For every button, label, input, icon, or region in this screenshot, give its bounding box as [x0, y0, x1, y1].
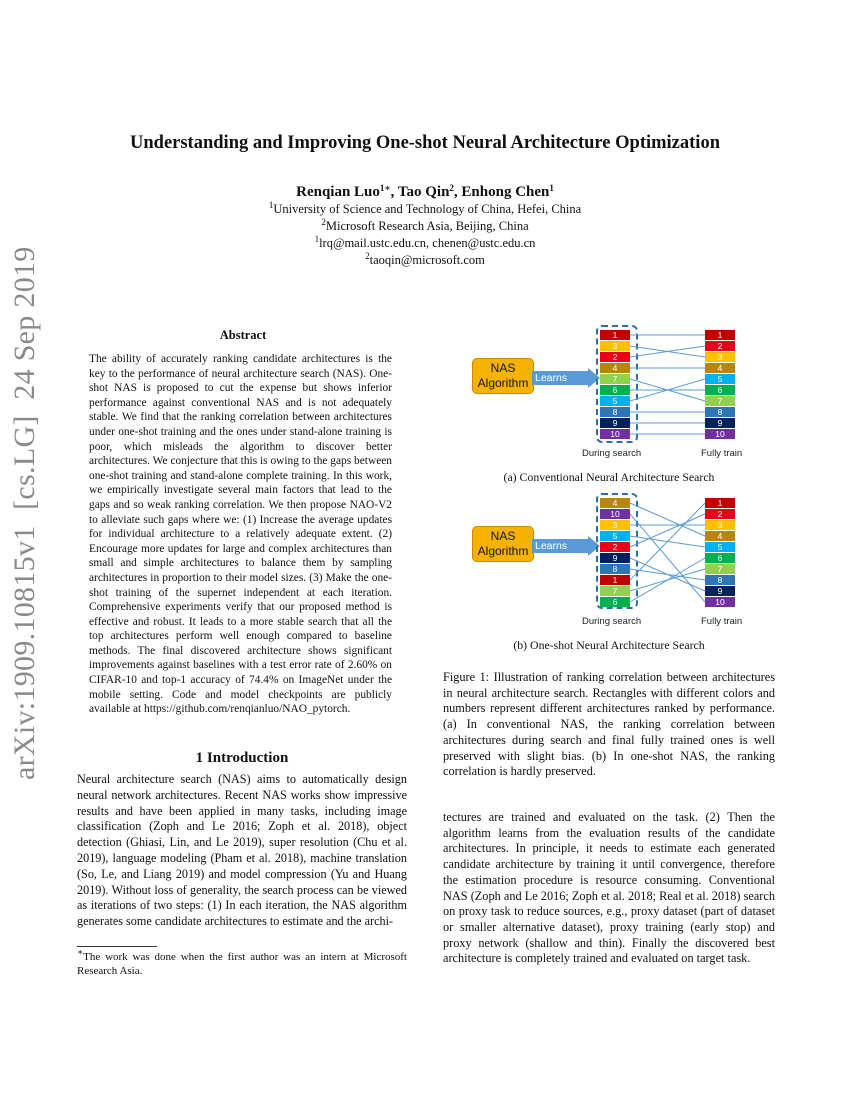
search-arch-box: 2 — [600, 352, 630, 362]
fully-train-arch-box: 4 — [705, 531, 735, 541]
fully-train-arch-box: 1 — [705, 330, 735, 340]
author-separator: , — [390, 184, 398, 200]
fully-train-arch-box: 5 — [705, 542, 735, 552]
fully-train-arch-box: 10 — [705, 429, 735, 439]
search-arch-box: 3 — [600, 520, 630, 530]
nas-algorithm-box: NAS Algorithm — [472, 358, 534, 394]
abstract-heading: Abstract — [219, 328, 267, 342]
search-arch-box: 7 — [600, 586, 630, 596]
during-search-label: During search — [582, 448, 642, 459]
fully-train-arch-box: 3 — [705, 352, 735, 362]
during-search-label: During search — [582, 616, 642, 627]
search-arch-box: 7 — [600, 374, 630, 384]
search-arch-box: 6 — [600, 597, 630, 607]
fully-train-arch-box: 9 — [705, 418, 735, 428]
email — [0, 235, 850, 252]
subcaption-a: (a) Conventional Neural Architecture Search — [503, 470, 715, 484]
search-arch-box: 3 — [600, 341, 630, 351]
ranking-link — [630, 503, 705, 536]
search-arch-box: 5 — [600, 531, 630, 541]
search-arch-box: 1 — [600, 330, 630, 340]
author-name: Tao Qin — [397, 184, 450, 200]
fully-train-label: Fully train — [701, 616, 743, 627]
paper-title: Understanding and Improving One-shot Neural Architecture Optimization — [130, 133, 720, 153]
fully-train-arch-box: 6 — [705, 385, 735, 395]
email — [0, 252, 850, 269]
author-mark: 1∗ — [379, 183, 391, 193]
fully-train-arch-box: 8 — [705, 575, 735, 585]
author-mark: 1 — [549, 183, 554, 193]
fully-train-arch-box: 7 — [705, 564, 735, 574]
footnote-text: The work was done when the first author was an intern at Microsoft Research Asia. — [77, 951, 407, 977]
author-block — [0, 183, 850, 269]
search-arch-box: 5 — [600, 396, 630, 406]
fully-train-arch-box: 6 — [705, 553, 735, 563]
arxiv-stamp: arXiv:1909.10815v1 [cs.LG] 24 Sep 2019 — [8, 246, 41, 780]
author-name: Renqian Luo — [296, 184, 380, 200]
fully-train-arch-box: 8 — [705, 407, 735, 417]
ranking-lines — [443, 488, 775, 618]
affiliation-mark: 2 — [321, 217, 326, 227]
search-arch-box: 4 — [600, 363, 630, 373]
footnote — [77, 947, 407, 978]
search-arch-box: 9 — [600, 418, 630, 428]
subcaption-b: (b) One-shot Neural Architecture Search — [513, 638, 705, 652]
author-names — [0, 183, 850, 201]
body-text-right: tectures are trained and evaluated on the task. (2) Then the algorithm learns from the evaluation results of the candidate architectures. In principle, it needs to estimate each generated candidate architecture by training it until convergence, therefore the estimation procedure is resource consuming. Conventional NAS (Zoph and Le 2016; Zoph et al. 2018; Real et al. 2018) search on proxy task to reduce sources, e.g., proxy dataset (part of dataset or smaller alternative dataset), proxy training (early stop) and proxy network (shallow and thin). Finally the discovered best architecture is completely trained and evaluated on target task. — [443, 810, 775, 966]
email-mark: 2 — [365, 251, 370, 261]
introduction-heading: 1 Introduction — [195, 750, 289, 766]
ranking-link — [630, 503, 705, 580]
affiliation-text: University of Science and Technology of China, Hefei, China — [273, 202, 582, 216]
fully-train-arch-box: 9 — [705, 586, 735, 596]
footnote-rule — [77, 946, 157, 947]
author-name: Enhong Chen — [461, 184, 550, 200]
affiliation — [0, 218, 850, 235]
email-text: lrq@mail.ustc.edu.cn, chenen@ustc.edu.cn — [319, 236, 536, 250]
fully-train-arch-box: 2 — [705, 341, 735, 351]
affiliation-text: Microsoft Research Asia, Beijing, China — [325, 219, 529, 233]
fully-train-arch-box: 10 — [705, 597, 735, 607]
fully-train-arch-box: 1 — [705, 498, 735, 508]
search-arch-box: 8 — [600, 407, 630, 417]
search-arch-box: 9 — [600, 553, 630, 563]
author-separator: , — [453, 184, 462, 200]
search-arch-box: 4 — [600, 498, 630, 508]
search-arch-box: 10 — [600, 509, 630, 519]
fully-train-arch-box: 3 — [705, 520, 735, 530]
affiliation — [0, 201, 850, 218]
search-arch-box: 10 — [600, 429, 630, 439]
email-text: taoqin@microsoft.com — [369, 253, 485, 267]
ranking-link — [630, 558, 705, 602]
figure-caption: Figure 1: Illustration of ranking correlation between architectures in neural architecture search. Rectangles with different colors and numbers represent different architectures ranked by performance. (a) In conventional NAS, the ranking correlation between architectures during search and final fully trained ones is well preserved with slight bias. (b) In one-shot NAS, the ranking correlation is hardly preserved. — [443, 670, 775, 779]
search-arch-box: 1 — [600, 575, 630, 585]
ranking-lines — [443, 320, 775, 450]
ranking-link — [630, 569, 705, 580]
fully-train-arch-box: 5 — [705, 374, 735, 384]
ranking-link — [630, 514, 705, 602]
author-mark: 2 — [449, 183, 454, 193]
affiliation-mark: 1 — [268, 200, 274, 210]
introduction-body: Neural architecture search (NAS) aims to automatically design neural network architectures. Recent NAS works show impressive results and have been applied in many tasks, including image classification (Zoph and Le 2016; Zoph et al. 2018), object detection (Ghiasi, Lin, and Le 2019), super resolution (Chu et al. 2019), language modeling (Pham et al. 2018), machine translation (So, Le, and Liang 2019) and model compression (Yu and Huang 2019). Without loss of generality, the search process can be viewed as iterations of two steps: (1) In each iteration, the NAS algorithm generates some candidate architectures to estimate and the archi- — [77, 772, 407, 929]
nas-algorithm-box: NAS Algorithm — [472, 526, 534, 562]
fully-train-arch-box: 2 — [705, 509, 735, 519]
learns-from-arrow: Learns from — [532, 371, 591, 385]
footnote-mark: ∗ — [77, 947, 84, 957]
learns-from-arrow: Learns from — [532, 539, 591, 553]
figure-a — [443, 320, 775, 490]
email-mark: 1 — [314, 234, 320, 244]
fully-train-label: Fully train — [701, 448, 743, 459]
search-arch-box: 6 — [600, 385, 630, 395]
figure-b — [443, 488, 775, 638]
abstract-body: The ability of accurately ranking candidate architectures is the key to the performance of neural architecture search (NAS). One-shot NAS is proposed to cut the expense but shows inferior performance against conventional NAS and is not adequately stable. We find that the ranking correlation between architectures under one-shot training and the ones under stand-alone training is poor, which misleads the algorithm to discover better architectures. We conjecture that this is owing to the gaps between one-shot training and stand-alone complete training. In this work, we empirically investigate several main factors that lead to the gaps and so weak ranking correlation. We then propose NAO-V2 to alleviate such gaps where we: (1) Increase the average updates for individual architecture to a relatively adequate extent. (2) Encourage more updates for large and complex architectures than small and simple architectures to balance them by sampling architectures in proportion to their model sizes. (3) Make the one-shot training of the supernet independent at each iteration. Comprehensive experiments verify that our proposed method is effective and robust. It leads to a more stable search that all the top architectures perform well enough compared to baseline methods. The final discovered architecture shows significant improvements against baselines with a test error rate of 2.60% on CIFAR-10 and top-1 accuracy of 74.4% on ImageNet under the mobile setting. Code and model checkpoints are publicly available at https://github.com/renqianluo/NAO_pytorch. — [89, 353, 392, 716]
fully-train-arch-box: 7 — [705, 396, 735, 406]
search-arch-box: 8 — [600, 564, 630, 574]
fully-train-arch-box: 4 — [705, 363, 735, 373]
search-arch-box: 2 — [600, 542, 630, 552]
